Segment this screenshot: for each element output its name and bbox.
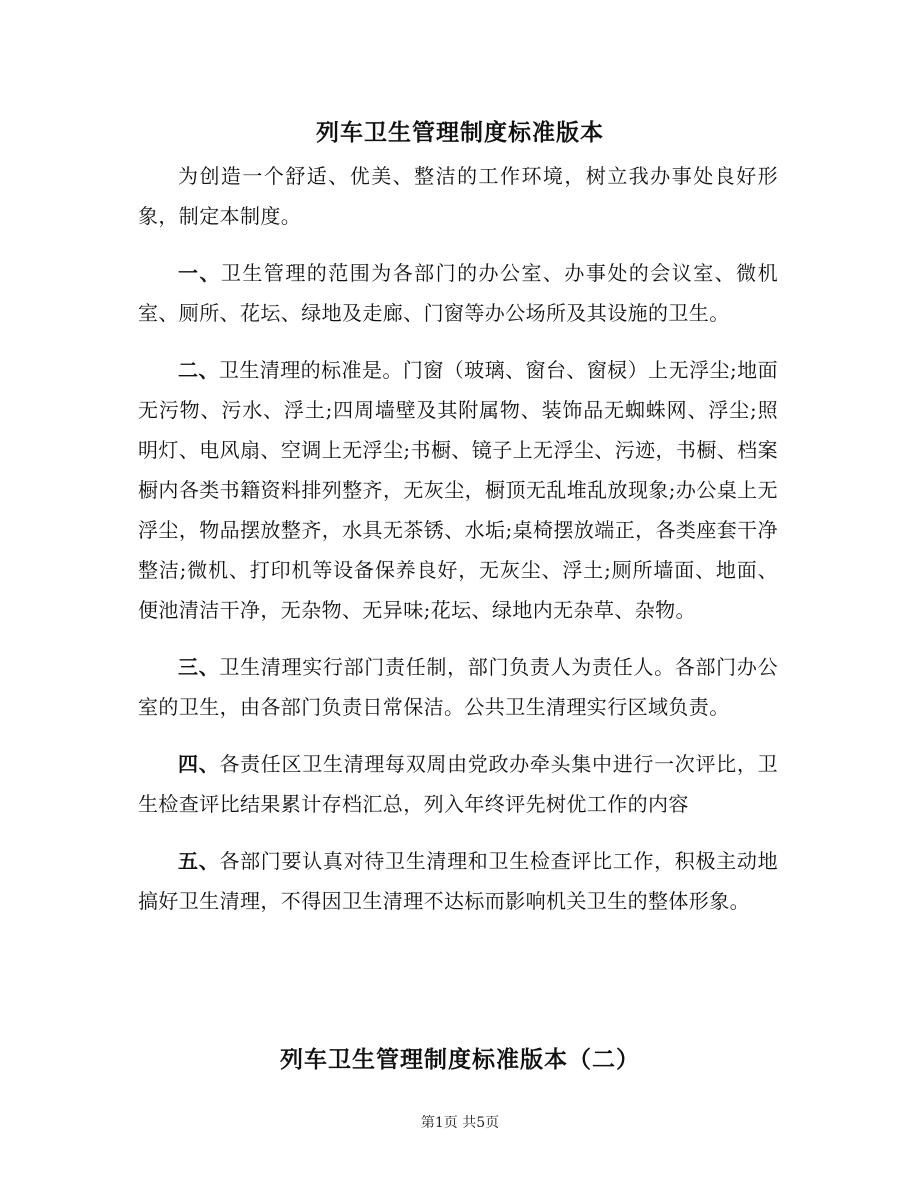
section-2-number: 二、 <box>178 358 219 382</box>
intro-paragraph: 为创造一个舒适、优美、整洁的工作环境，树立我办事处良好形象，制定本制度。 <box>138 164 778 228</box>
document-body <box>138 156 778 938</box>
section-1-paragraph <box>138 253 778 333</box>
section-5-text: 各部门要认真对待卫生清理和卫生检查评比工作，积极主动地搞好卫生清理，不得因卫生清理不达标而影响机关卫生的整体形象。 <box>138 849 778 913</box>
section-1-text: 卫生管理的范围为各部门的办公室、办事处的会议室、微机室、厕所、花坛、绿地及走廊、门窗等办公场所及其设施的卫生。 <box>138 261 778 325</box>
section-3-text: 卫生清理实行部门责任制，部门负责人为责任人。各部门办公室的卫生，由各部门负责日常保洁。公共卫生清理实行区域负责。 <box>138 655 778 719</box>
section-1-number: 一、 <box>178 261 221 285</box>
section-3-number: 三、 <box>178 655 220 679</box>
second-document-title: 列车卫生管理制度标准版本（二） <box>280 1046 640 1073</box>
section-2-text: 卫生清理的标准是。门窗（玻璃、窗台、窗棂）上无浮尘;地面无污物、污水、浮土;四周墙壁及其附属物、装饰品无蜘蛛网、浮尘;照明灯、电风扇、空调上无浮尘;书橱、镜子上无浮尘、污迹，书橱、档案橱内各类书籍资料排列整齐，无灰尘，橱顶无乱堆乱放现象;办公桌上无浮尘，物品摆放整齐，水具无茶锈、水垢;桌椅摆放端正，各类座套干净整洁;微机、打印机等设备保养良好，无灰尘、浮土;厕所墙面、地面、便池清洁干净，无杂物、无异味;花坛、绿地内无杂草、杂物。 <box>138 358 778 622</box>
document-title: 列车卫生管理制度标准版本 <box>316 119 604 146</box>
section-2-paragraph <box>138 350 778 630</box>
section-5-number: 五、 <box>178 849 220 873</box>
section-4-number: 四、 <box>178 752 220 776</box>
section-4-text: 各责任区卫生清理每双周由党政办牵头集中进行一次评比，卫生检查评比结果累计存档汇总，列入年终评先树优工作的内容 <box>138 752 778 816</box>
section-4-paragraph <box>138 744 778 824</box>
section-5-paragraph <box>138 841 778 921</box>
section-3-paragraph <box>138 647 778 727</box>
page-number-footer: 第1页 共5页 <box>420 1115 500 1131</box>
